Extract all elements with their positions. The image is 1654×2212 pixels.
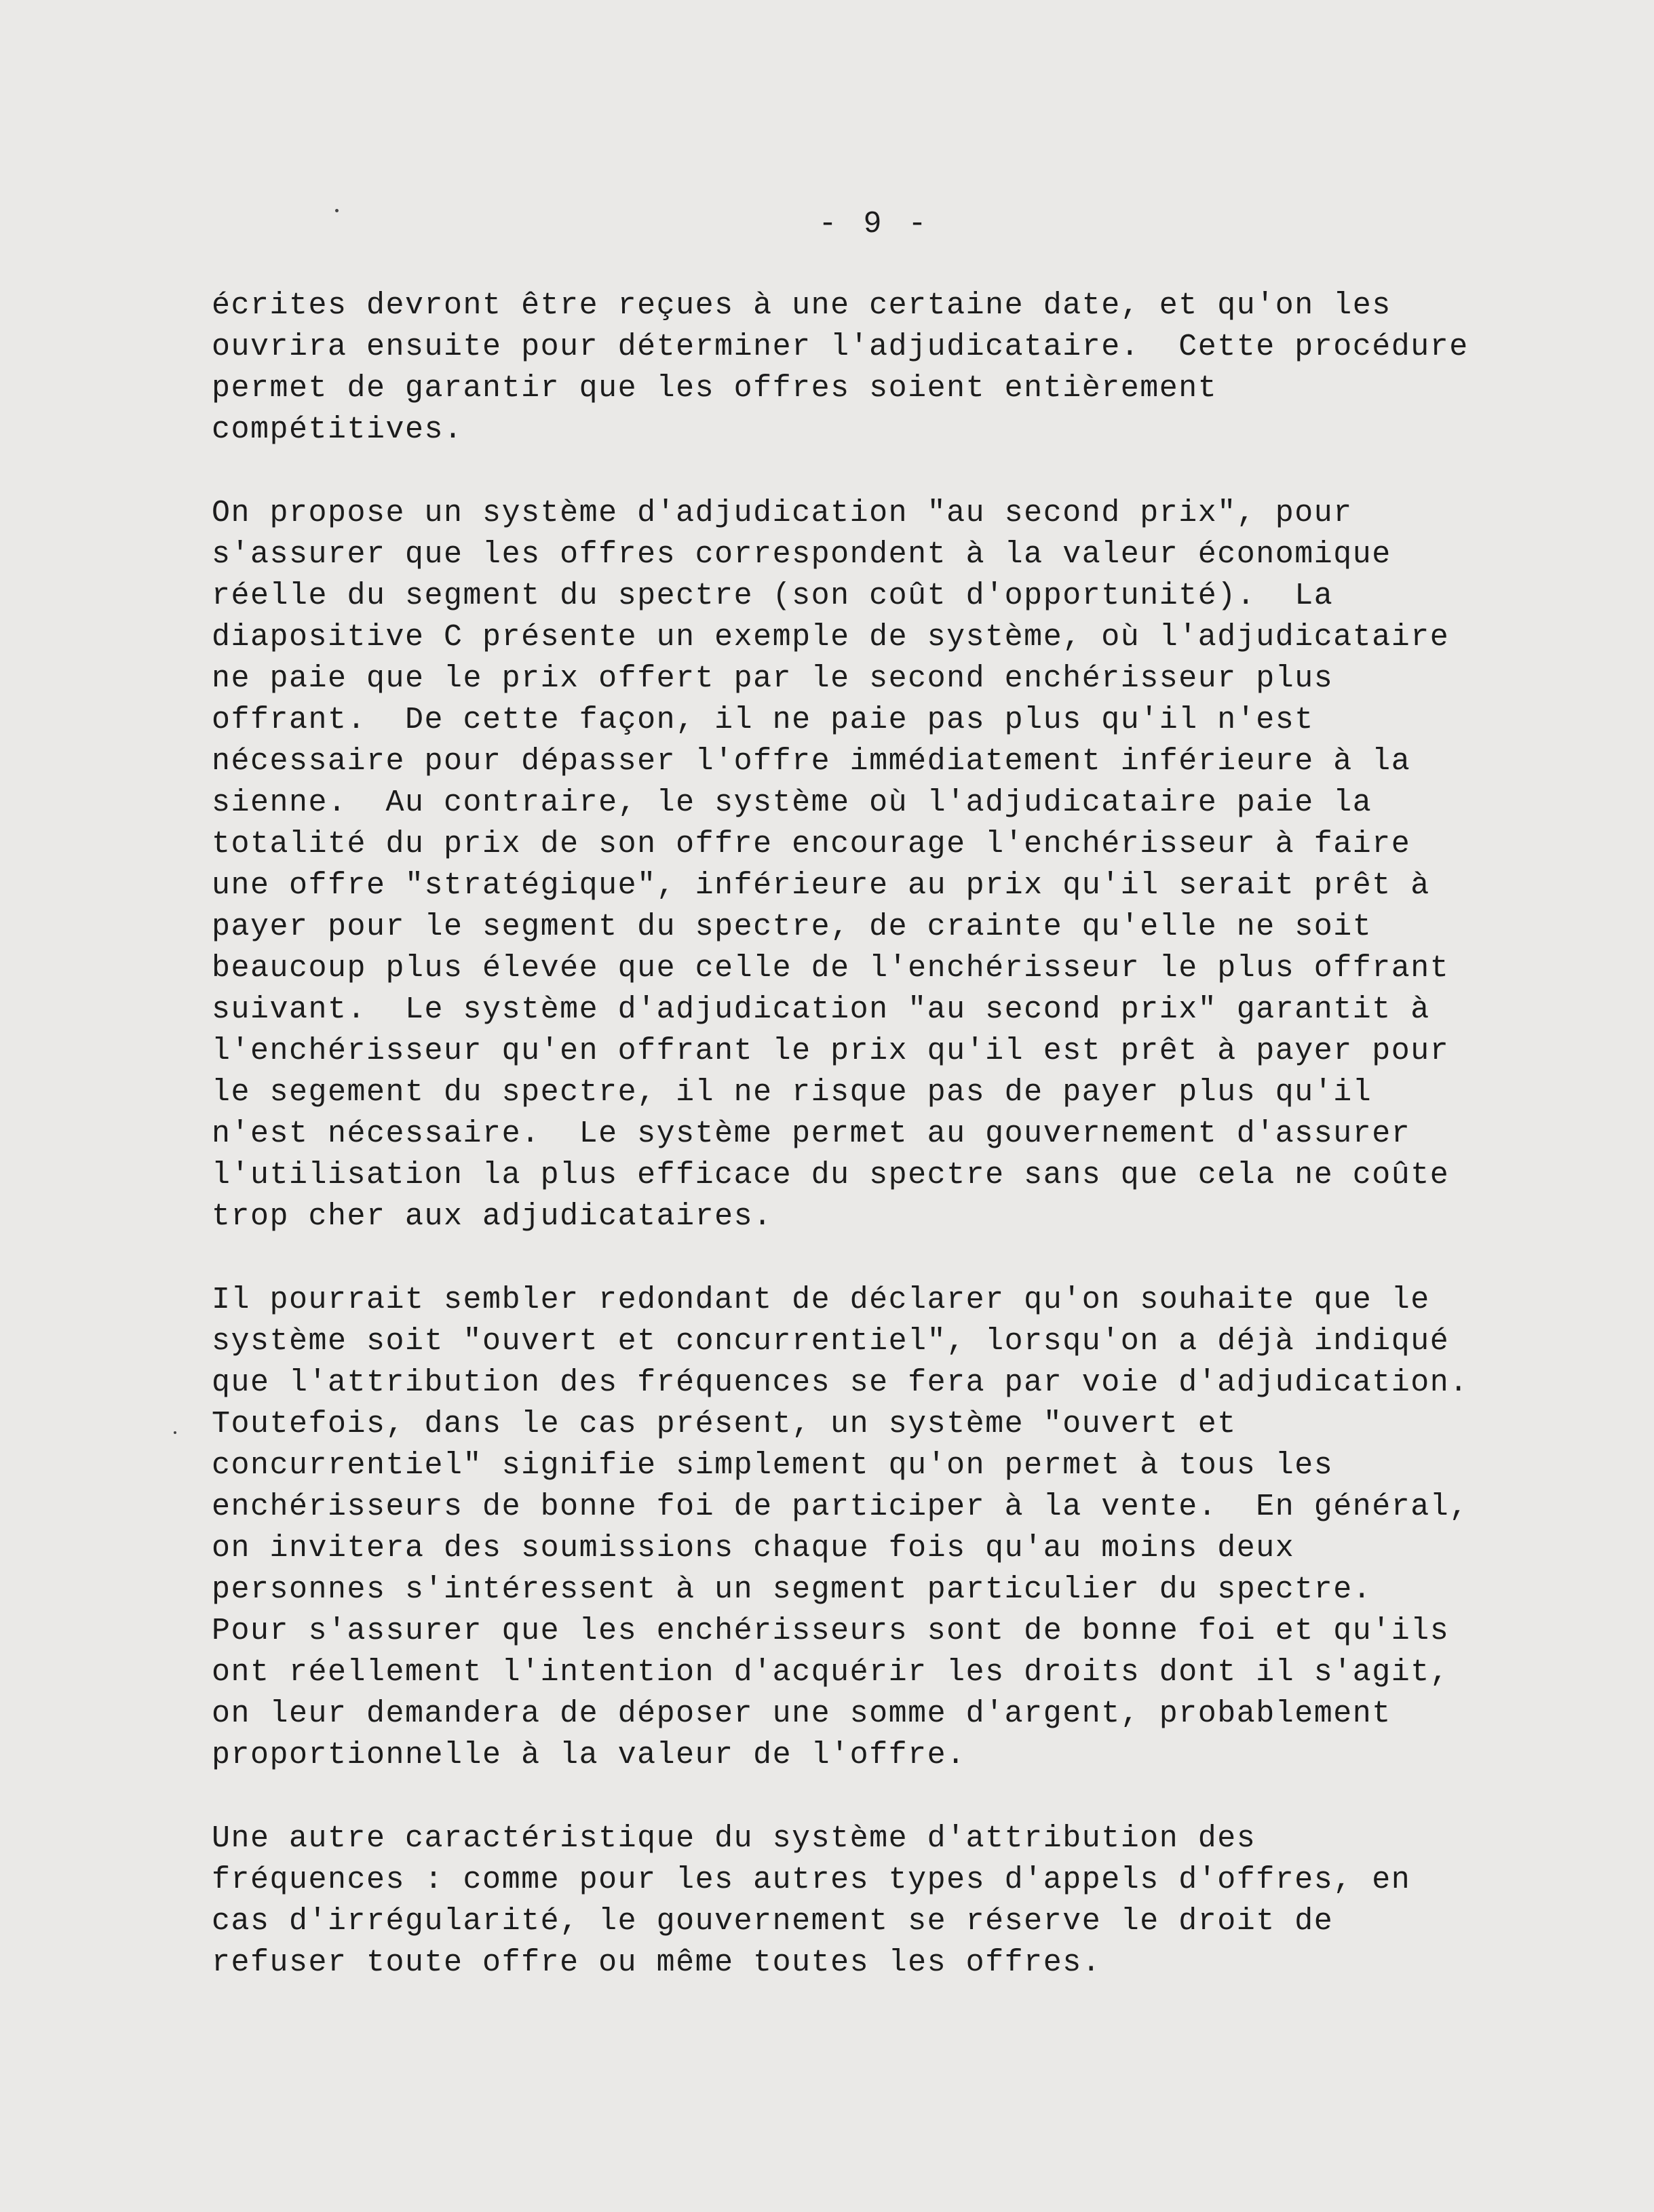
text-line: diapositive C présente un exemple de système, où l'adjudicataire	[212, 620, 1450, 655]
text-line: cas d'irrégularité, le gouvernement se réserve le droit de	[212, 1904, 1334, 1939]
text-line: Pour s'assurer que les enchérisseurs sont de bonne foi et qu'ils	[212, 1614, 1450, 1648]
text-line: compétitives.	[212, 412, 463, 447]
text-line: trop cher aux adjudicataires.	[212, 1199, 773, 1234]
text-line: réelle du segment du spectre (son coût d'opportunité). La	[212, 579, 1334, 613]
text-line: on leur demandera de déposer une somme d'argent, probablement	[212, 1696, 1391, 1731]
text-line: payer pour le segment du spectre, de crainte qu'elle ne soit	[212, 910, 1372, 944]
body-text	[212, 285, 1609, 2025]
text-line: système soit "ouvert et concurrentiel", lorsqu'on a déjà indiqué	[212, 1324, 1450, 1359]
text-line: fréquences : comme pour les autres types d'appels d'offres, en	[212, 1863, 1411, 1897]
text-line: l'utilisation la plus efficace du spectre sans que cela ne coûte	[212, 1158, 1450, 1192]
text-line: beaucoup plus élevée que celle de l'enchérisseur le plus offrant	[212, 951, 1450, 986]
text-line: ouvrira ensuite pour déterminer l'adjudicataire. Cette procédure	[212, 330, 1469, 364]
text-line: Une autre caractéristique du système d'attribution des	[212, 1821, 1256, 1856]
text-line: que l'attribution des fréquences se fera par voie d'adjudication.	[212, 1365, 1469, 1400]
text-line: proportionnelle à la valeur de l'offre.	[212, 1738, 966, 1772]
text-line: nécessaire pour dépasser l'offre immédiatement inférieure à la	[212, 744, 1411, 779]
text-line: refuser toute offre ou même toutes les offres.	[212, 1945, 1102, 1980]
text-line: s'assurer que les offres correspondent à la valeur économique	[212, 537, 1391, 572]
paragraph-4	[212, 1818, 1609, 1983]
text-line: on invitera des soumissions chaque fois qu'au moins deux	[212, 1531, 1295, 1566]
text-line: enchérisseurs de bonne foi de participer à la vente. En général,	[212, 1490, 1469, 1524]
text-line: personnes s'intéressent à un segment particulier du spectre.	[212, 1572, 1372, 1607]
text-line: écrites devront être reçues à une certaine date, et qu'on les	[212, 288, 1391, 323]
paragraph-3	[212, 1279, 1609, 1776]
text-line: suivant. Le système d'adjudication "au second prix" garantit à	[212, 992, 1430, 1027]
text-line: concurrentiel" signifie simplement qu'on permet à tous les	[212, 1448, 1334, 1483]
page-number: - 9 -	[818, 207, 931, 241]
text-line: sienne. Au contraire, le système où l'adjudicataire paie la	[212, 785, 1372, 820]
text-line: l'enchérisseur qu'en offrant le prix qu'il est prêt à payer pour	[212, 1034, 1450, 1068]
paragraph-1	[212, 285, 1609, 450]
text-line: On propose un système d'adjudication "au second prix", pour	[212, 496, 1353, 530]
text-line: ont réellement l'intention d'acquérir les droits dont il s'agit,	[212, 1655, 1450, 1690]
text-line: permet de garantir que les offres soient entièrement	[212, 371, 1218, 406]
text-line: n'est nécessaire. Le système permet au gouvernement d'assurer	[212, 1117, 1411, 1151]
text-line: totalité du prix de son offre encourage l'enchérisseur à faire	[212, 827, 1411, 861]
text-line: ne paie que le prix offert par le second enchérisseur plus	[212, 661, 1334, 696]
paragraph-2	[212, 492, 1609, 1237]
text-line: Il pourrait sembler redondant de déclarer qu'on souhaite que le	[212, 1283, 1430, 1317]
text-line: Toutefois, dans le cas présent, un système "ouvert et	[212, 1407, 1237, 1441]
text-line: une offre "stratégique", inférieure au prix qu'il serait prêt à	[212, 868, 1430, 903]
scan-speck	[174, 1431, 176, 1434]
text-line: offrant. De cette façon, il ne paie pas plus qu'il n'est	[212, 703, 1314, 737]
text-line: le segement du spectre, il ne risque pas de payer plus qu'il	[212, 1075, 1372, 1110]
